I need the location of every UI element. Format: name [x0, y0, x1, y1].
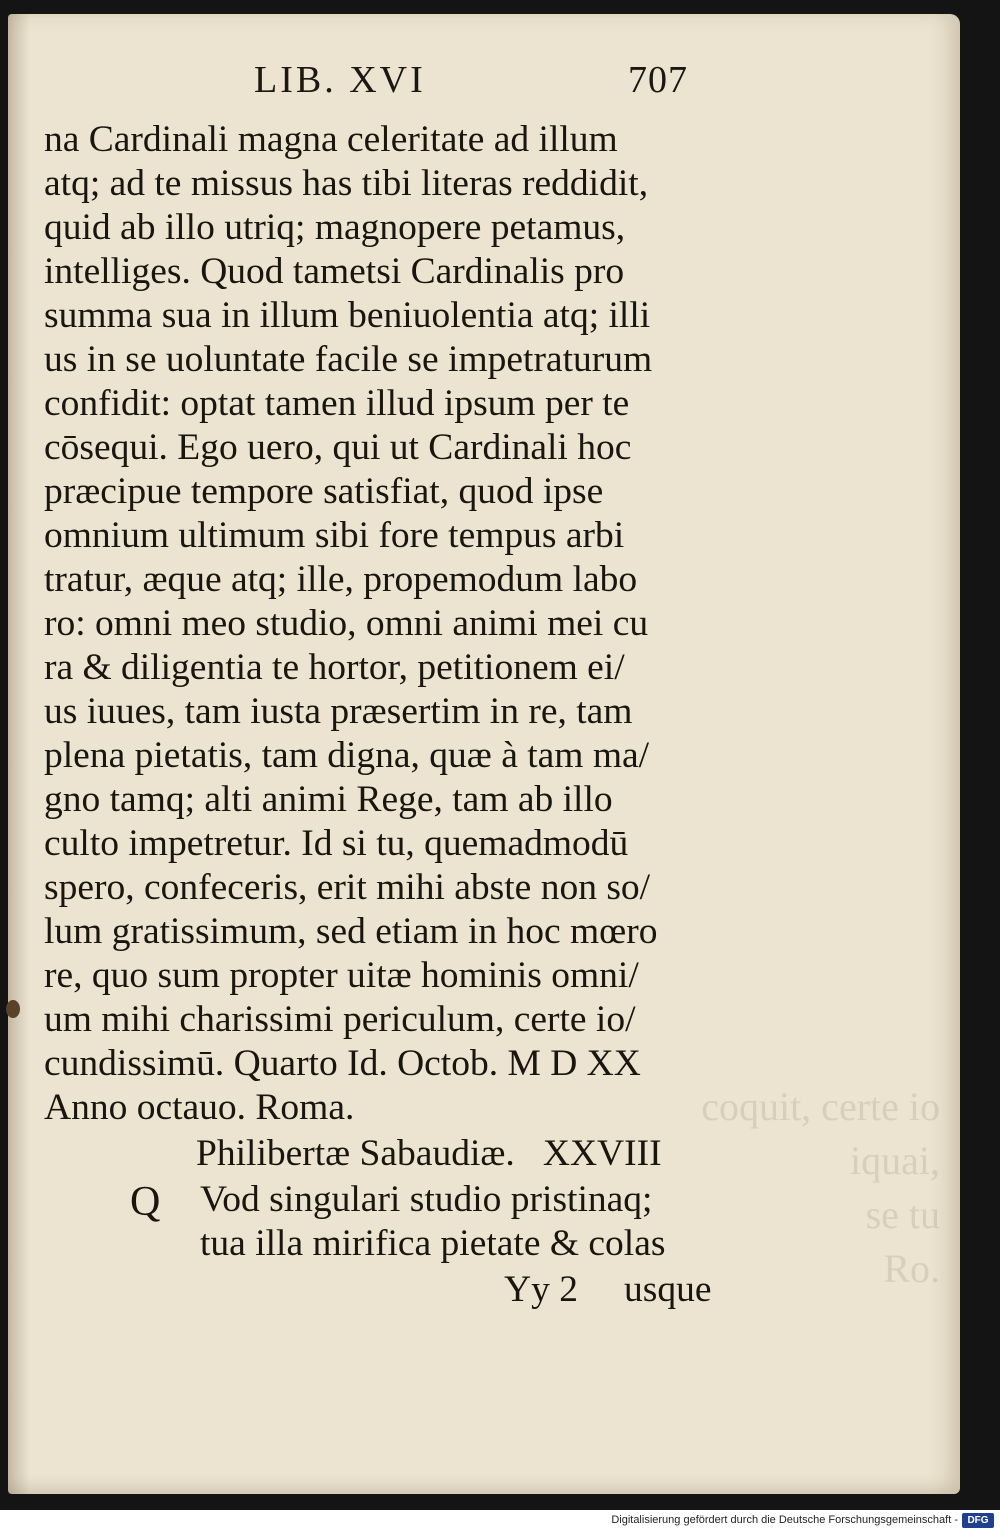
text-line: summa sua in illum beniuolentia atq; illi — [44, 295, 651, 336]
text-line: quid ab illo utriq; magnopere petamus, — [44, 207, 626, 248]
text-line: us in se uoluntate facile se impetraturum — [44, 339, 653, 380]
catchword: usque — [624, 1269, 712, 1310]
text-line: præcipue tempore satisfiat, quod ipse — [44, 471, 604, 512]
text-line: intelliges. Quod tametsi Cardinalis pro — [44, 251, 625, 292]
text-line: Anno octauo. Roma. — [44, 1087, 355, 1128]
text-line: spero, confeceris, erit mihi abste non so/ — [44, 867, 651, 908]
page-header — [0, 58, 1000, 108]
show-through-line: iquai, — [850, 1138, 940, 1183]
main-text — [44, 118, 744, 1130]
funding-notice: Digitalisierung gefördert durch die Deutsche Forschungsgemeinschaft - — [611, 1514, 958, 1526]
text-line: culto impetretur. Id si tu, quemadmodū — [44, 823, 629, 864]
text-line: omnium ultimum sibi fore tempus arbi — [44, 515, 625, 556]
ink-blot — [6, 1000, 20, 1018]
letter-text — [200, 1178, 760, 1266]
text-line: ro: omni meo studio, omni animi mei cu — [44, 603, 649, 644]
text-line: tratur, æque atq; ille, propemodum labo — [44, 559, 638, 600]
text-line: plena pietatis, tam digna, quæ à tam ma/ — [44, 735, 650, 776]
running-head: LIB. XVI — [254, 59, 426, 101]
page-number: 707 — [628, 59, 688, 101]
page-gutter-shadow — [8, 14, 30, 1494]
text-line: na Cardinali magna celeritate ad illum — [44, 119, 618, 160]
text-line: re, quo sum propter uitæ hominis omni/ — [44, 955, 639, 996]
text-line: gno tamq; alti animi Rege, tam ab illo — [44, 779, 613, 820]
show-through-line: se tu — [865, 1192, 940, 1237]
signature-mark: Yy 2 — [504, 1269, 578, 1310]
show-through-line: Ro. — [883, 1246, 940, 1291]
text-line: cundissimū. Quarto Id. Octob. M D XX — [44, 1043, 641, 1084]
text-line: tua illa mirifica pietate & colas — [200, 1223, 666, 1264]
show-through-line: coquit, certe io — [701, 1084, 940, 1129]
text-line: um mihi charissimi periculum, certe io/ — [44, 999, 636, 1040]
text-line: atq; ad te missus has tibi literas reddidit, — [44, 163, 649, 204]
letter-heading: Philibertæ Sabaudiæ. XXVIII — [196, 1133, 662, 1174]
footer-bar — [0, 1510, 1000, 1532]
text-line: us iuues, tam iusta præsertim in re, tam — [44, 691, 633, 732]
text-line: ra & diligentia te hortor, petitionem ei/ — [44, 647, 625, 688]
text-line: cōsequi. Ego uero, qui ut Cardinali hoc — [44, 427, 632, 468]
dfg-logo: DFG — [962, 1513, 994, 1528]
text-line: lum gratissimum, sed etiam in hoc mœro — [44, 911, 658, 952]
text-line: confidit: optat tamen illud ipsum per te — [44, 383, 630, 424]
text-line: Vod singulari studio pristinaq; — [200, 1179, 653, 1220]
initial-letter: Q — [130, 1179, 161, 1225]
